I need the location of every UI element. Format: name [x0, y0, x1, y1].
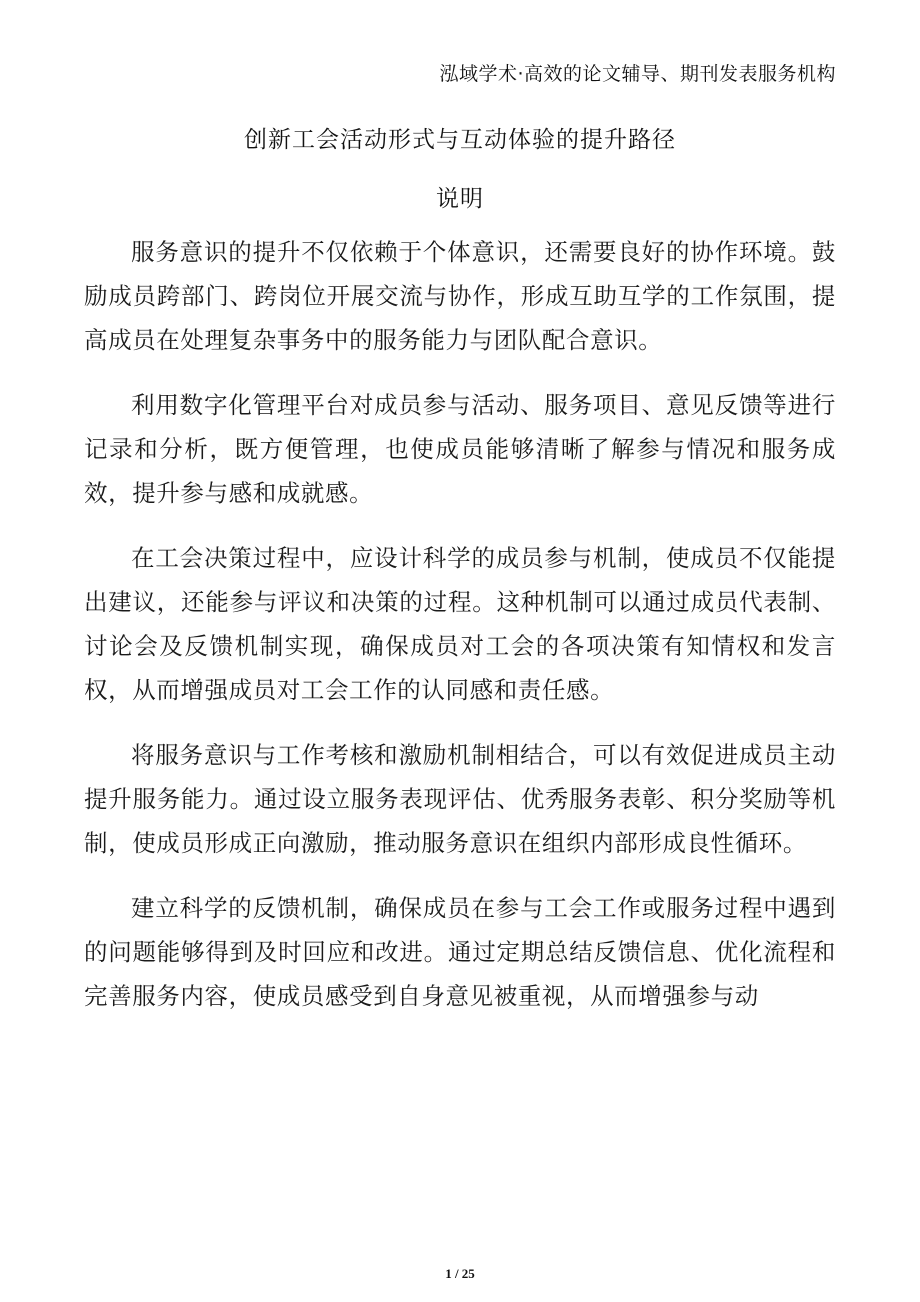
page-number: 1 / 25	[445, 1266, 475, 1281]
paragraph-2: 利用数字化管理平台对成员参与活动、服务项目、意见反馈等进行记录和分析，既方便管理，也使成员能够清晰了解参与情况和服务成效，提升参与感和成就感。	[84, 391, 836, 507]
document-body	[84, 230, 836, 1039]
paragraph-3: 在工会决策过程中，应设计科学的成员参与机制，使成员不仅能提出建议，还能参与评议和决策的过程。这种机制可以通过成员代表制、讨论会及反馈机制实现，确保成员对工会的各项决策有知情权和发言权，从而增强成员对工会工作的认同感和责任感。	[84, 544, 836, 704]
paragraph-5: 建立科学的反馈机制，确保成员在参与工会工作或服务过程中遇到的问题能够得到及时回应和改进。通过定期总结反馈信息、优化流程和完善服务内容，使成员感受到自身意见被重视，从而增强参与动	[84, 894, 836, 1010]
document-title: 创新工会活动形式与互动体验的提升路径	[244, 127, 676, 153]
paragraph-4: 将服务意识与工作考核和激励机制相结合，可以有效促进成员主动提升服务能力。通过设立服务表现评估、优秀服务表彰、积分奖励等机制，使成员形成正向激励，推动服务意识在组织内部形成良性循环。	[84, 741, 836, 857]
header-institution-text: 泓域学术·高效的论文辅导、期刊发表服务机构	[439, 63, 836, 85]
section-heading: 说明	[436, 186, 484, 212]
paragraph-1: 服务意识的提升不仅依赖于个体意识，还需要良好的协作环境。鼓励成员跨部门、跨岗位开展交流与协作，形成互助互学的工作氛围，提高成员在处理复杂事务中的服务能力与团队配合意识。	[84, 238, 836, 354]
